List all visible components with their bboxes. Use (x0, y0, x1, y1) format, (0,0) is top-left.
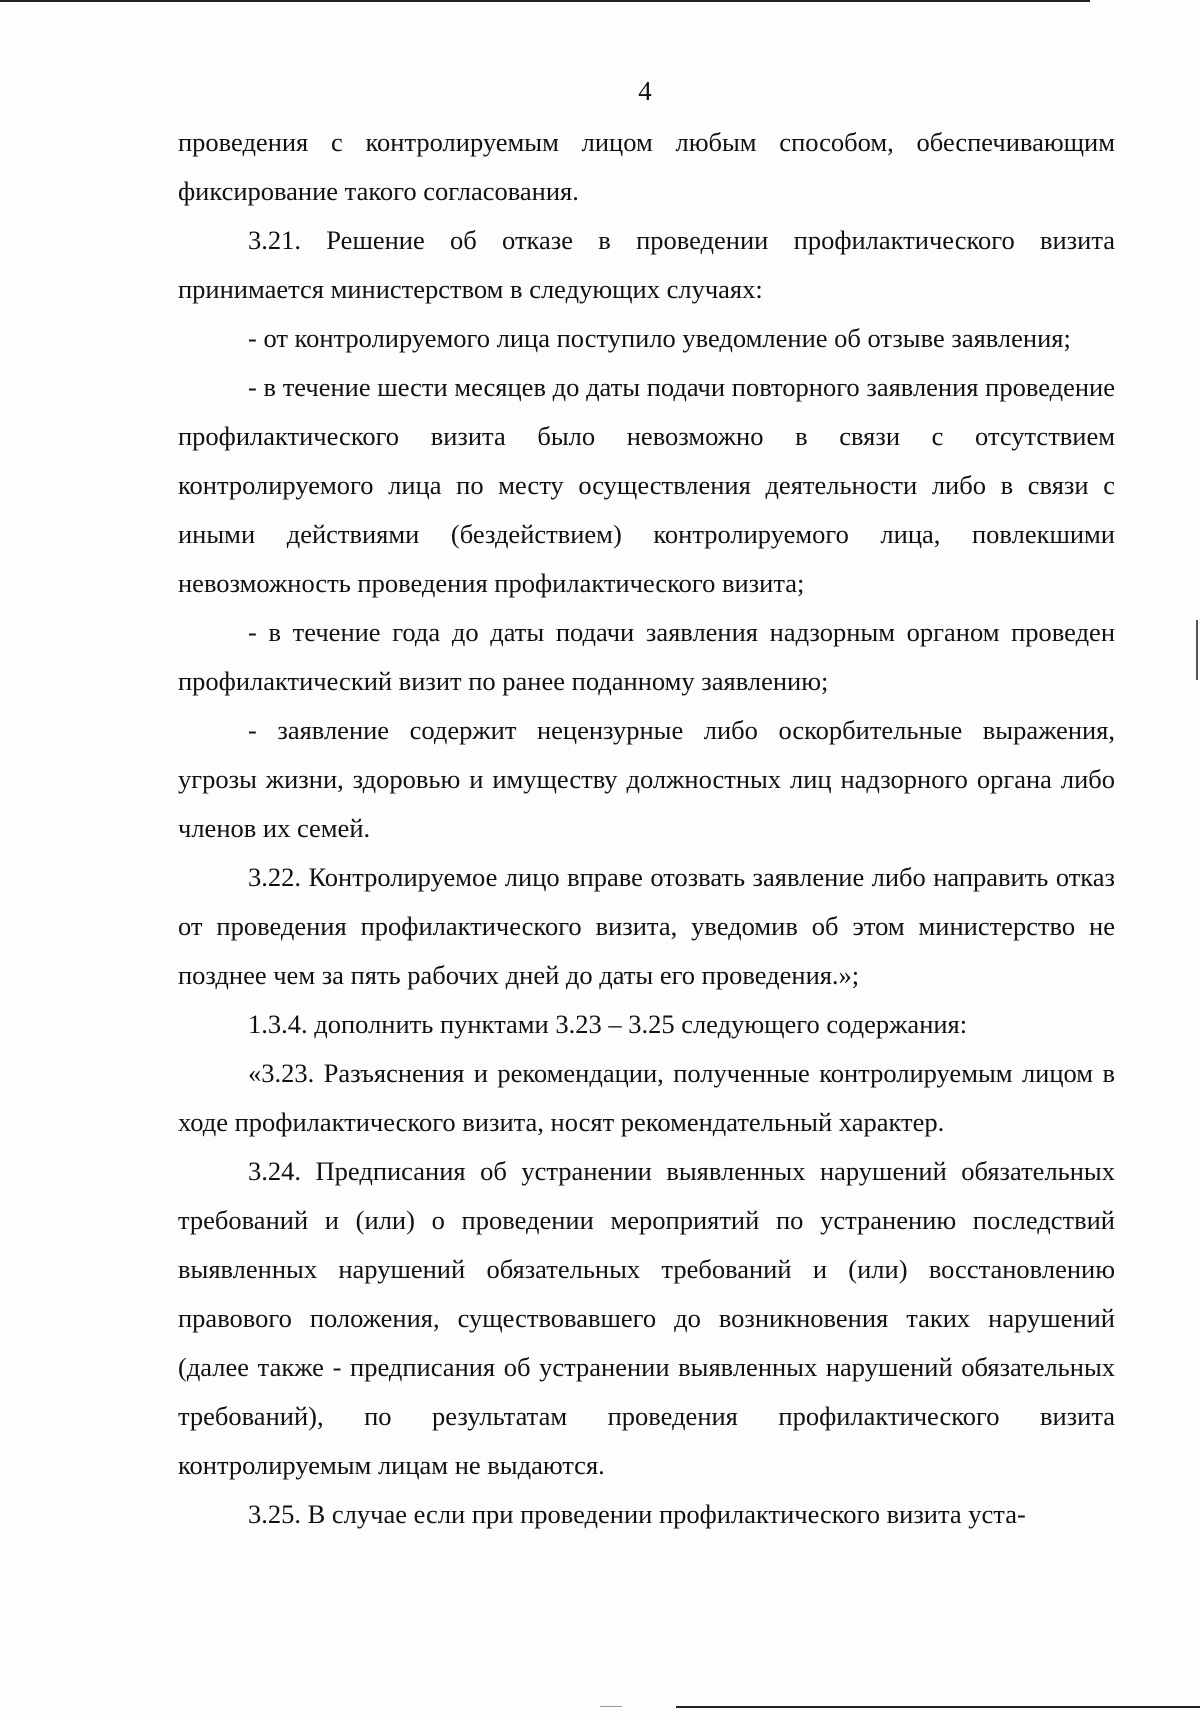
list-item: - в течение шести месяцев до даты подачи повторного заявления проведение профилактического визита было невозможно в связи с отсутствием контролируемого лица по месту осуществления деятельности либо в связи с иными действиями (бездействием) контролируемого лица, повлекшими невозможность проведения профилактического визита; (178, 372, 1115, 598)
paragraph: «3.23. Разъяснения и рекомендации, полученные контролируемым лицом в ходе профилактического визита, носят рекомендательный характер. (178, 1058, 1115, 1137)
paragraph: 3.22. Контролируемое лицо вправе отозвать заявление либо направить отказ от проведения профилактического визита, уведомив об этом министерство не позднее чем за пять рабочих дней до даты его проведения.»; (178, 862, 1115, 990)
paragraph: 3.25. В случае если при проведении профилактического визита уста- (248, 1499, 1026, 1529)
page-number: 4 (638, 76, 652, 106)
paragraph: 3.21. Решение об отказе в проведении профилактического визита принимается министерством в следующих случаях: (178, 225, 1115, 304)
list-item: - заявление содержит нецензурные либо оскорбительные выражения, угрозы жизни, здоровью и имуществу должностных лиц надзорного органа либо членов их семей. (178, 715, 1115, 843)
paragraph: 3.24. Предписания об устранении выявленных нарушений обязательных требований и (или) о проведении мероприятий по устранению последствий выявленных нарушений обязательных требований и (или) восстановлению правового положения, существовавшего до возникновения таких нарушений (далее также - предписания об устранении выявленных нарушений обязательных требований), по результатам проведения профилактического визита контролируемым лицам не выдаются. (178, 1156, 1115, 1480)
bottom-edge-line (676, 1706, 1200, 1708)
list-item: - в течение года до даты подачи заявления надзорным органом проведен профилактический визит по ранее поданному заявлению; (178, 617, 1115, 696)
paragraph: 1.3.4. дополнить пунктами 3.23 – 3.25 следующего содержания: (248, 1009, 968, 1039)
scan-edge-mark (1196, 620, 1198, 680)
list-item: - от контролируемого лица поступило уведомление об отзыве заявления; (248, 323, 1071, 353)
bottom-edge-mark (600, 1706, 622, 1707)
document-body (178, 118, 1115, 1539)
top-edge-line (0, 0, 1090, 2)
paragraph: проведения с контролируемым лицом любым способом, обеспечивающим фиксирование такого согласования. (178, 127, 1115, 206)
